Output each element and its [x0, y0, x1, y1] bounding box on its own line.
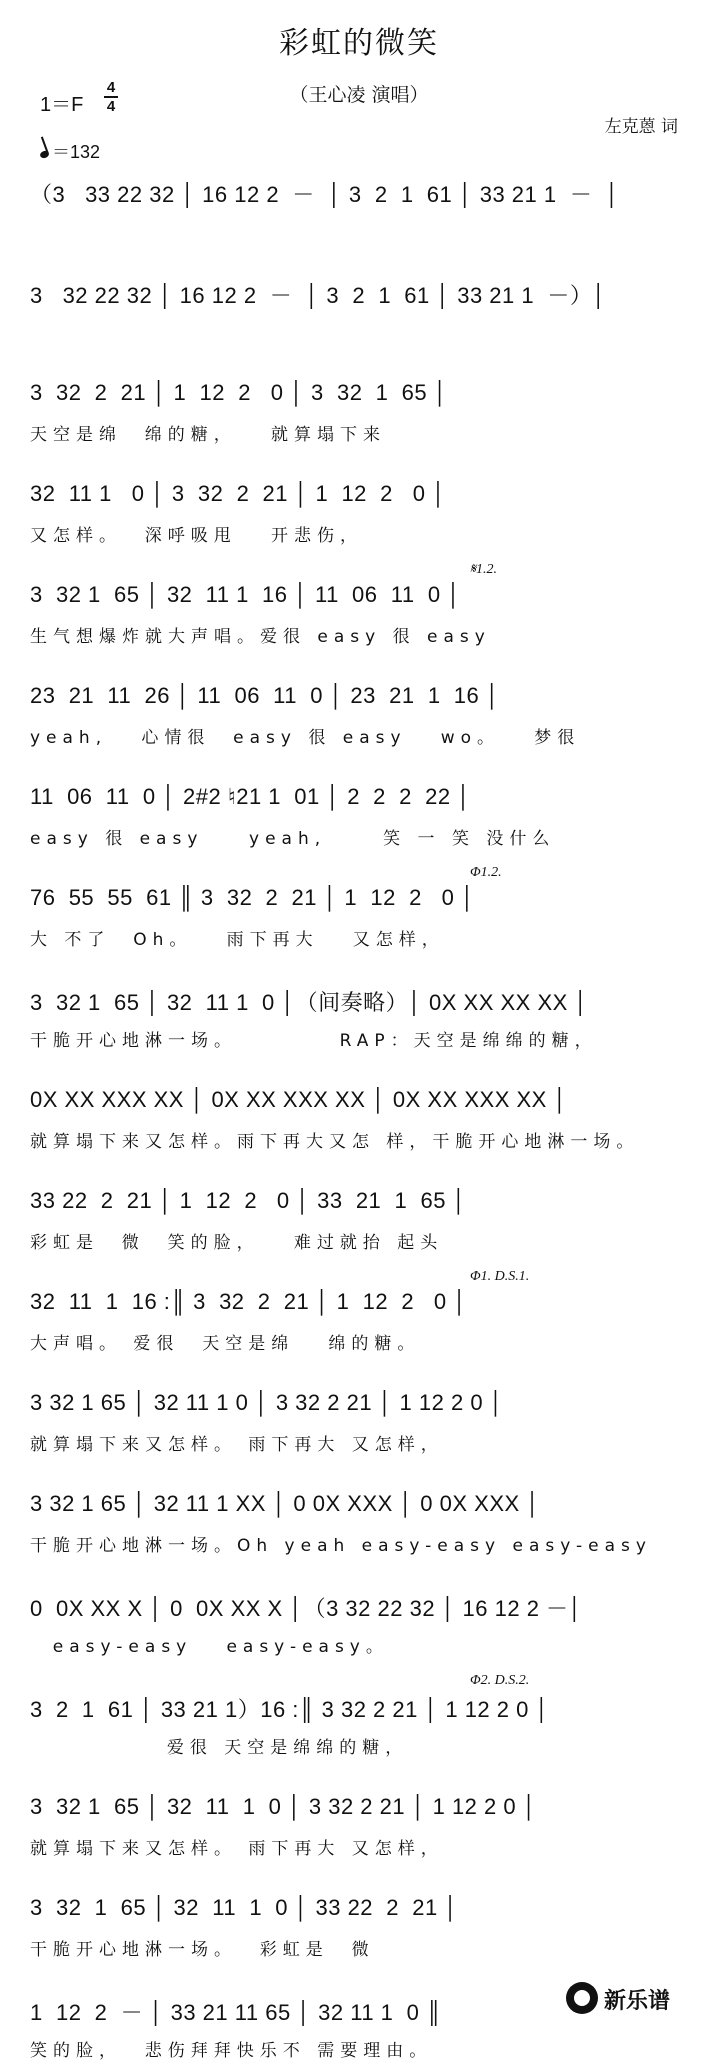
lyrics-line: easy 很 easy yeah, 笑 一 笑 没什么	[30, 829, 556, 848]
score-system	[30, 1592, 690, 1662]
lyrics-line: 笑的脸， 悲伤拜拜快乐不 需要理由。	[30, 2041, 433, 2060]
score-system	[30, 279, 690, 349]
notation-line: （3 33 22 32 │ 16 12 2 － │ 3 2 1 61 │ 33 21 1 － │	[30, 182, 620, 207]
notation-line: 11 06 11 0 │ 2#2 ♮21 1 01 │ 2 2 2 22 │	[30, 784, 472, 809]
lyrics-line: easy-easy easy-easy。	[30, 1637, 389, 1656]
lyrics-line	[30, 319, 690, 343]
repeat-mark: Φ2. D.S.2.	[470, 1673, 530, 1688]
score-system	[30, 986, 690, 1056]
lyrics-line	[30, 218, 690, 242]
notation-line: 3 32 1 65 │ 32 11 1 0 │ 33 22 2 21 │	[30, 1895, 459, 1920]
key-signature: 1＝F	[40, 94, 84, 116]
notation-line: 23 21 11 26 │ 11 06 11 0 │ 23 21 1 16 │	[30, 683, 501, 708]
notation-line: 1 12 2 － │ 33 21 11 65 │ 32 11 1 0 ║	[30, 2000, 443, 2025]
notation-line: 3 2 1 61 │ 33 21 1）16 :║ 3 32 2 21 │ 1 12 2 0 │	[30, 1697, 550, 1722]
lyrics-line: 就算塌下来又怎样。 雨下再大 又怎样，	[30, 1435, 444, 1454]
notation-line: 3 32 1 65 │ 32 11 1 0 │ 3 32 2 21 │ 1 12 2 0 │	[30, 1794, 537, 1819]
score-system	[30, 1390, 690, 1460]
repeat-mark: Φ1.2.	[470, 865, 502, 880]
score-system	[30, 1794, 690, 1864]
lyrics-line: 爱很 天空是绵绵的糖，	[30, 1738, 409, 1757]
time-signature-bottom: 4	[106, 98, 116, 115]
logo-text: 新乐谱	[604, 1989, 671, 2014]
tempo-value: ＝132	[52, 142, 101, 162]
score-system	[30, 1087, 690, 1157]
time-signature	[104, 80, 118, 114]
lyrics-line: 大声唱。 爱很 天空是绵 绵的糖。	[30, 1334, 421, 1353]
lyrics-line: 就算塌下来又怎样。雨下再大又怎 样，干脆开心地淋一场。	[30, 1132, 640, 1151]
notation-line: 0 0X XX X │ 0 0X XX X │（3 32 22 32 │ 16 12 2 －│	[30, 1596, 583, 1621]
notation-line: 3 32 22 32 │ 16 12 2 － │ 3 2 1 61 │ 33 21 1 －）│	[30, 283, 607, 308]
lyrics-line: yeah, 心情很 easy 很 easy wo。 梦很	[30, 728, 581, 747]
lyrics-line: 生气想爆炸就大声唱。爱很 easy 很 easy	[30, 627, 491, 646]
notation-line: 32 11 1 16 :║ 3 32 2 21 │ 1 12 2 0 │	[30, 1289, 468, 1314]
notation-line: 3 32 1 65 │ 32 11 1 XX │ 0 0X XXX │ 0 0X XXX │	[30, 1491, 541, 1516]
notation-line: 76 55 55 61 ║ 3 32 2 21 │ 1 12 2 0 │	[30, 885, 476, 910]
lyrics-line: 干脆开心地淋一场。 彩虹是 微	[30, 1940, 375, 1959]
score-system	[30, 1269, 690, 1359]
score-system	[30, 481, 690, 551]
lyricist-credit: 左克蒽 词	[604, 117, 678, 137]
repeat-mark: Φ1. D.S.1.	[470, 1269, 530, 1284]
score-system	[30, 1673, 690, 1763]
score-system	[30, 865, 690, 955]
notation-line: 33 22 2 21 │ 1 12 2 0 │ 33 21 1 65 │	[30, 1188, 467, 1213]
score-system	[30, 1491, 690, 1561]
notation-line: 32 11 1 0 │ 3 32 2 21 │ 1 12 2 0 │	[30, 481, 447, 506]
record-disc-icon	[566, 1982, 598, 2014]
score-system	[30, 178, 690, 248]
score-system	[30, 784, 690, 854]
quarter-note-icon	[39, 150, 50, 160]
score-system	[30, 683, 690, 753]
repeat-mark: 𝄋1.2.	[470, 562, 498, 577]
lyrics-line: 干脆开心地淋一场。 RAP：天空是绵绵的糖，	[30, 1031, 598, 1050]
notation-line: 3 32 2 21 │ 1 12 2 0 │ 3 32 1 65 │	[30, 380, 448, 405]
lyrics-line: 干脆开心地淋一场。Oh yeah easy-easy easy-easy	[30, 1536, 652, 1555]
notation-line: 3 32 1 65 │ 32 11 1 0 │（间奏略）│ 0X XX XX XX │	[30, 990, 589, 1015]
lyrics-line: 就算塌下来又怎样。 雨下再大 又怎样，	[30, 1839, 444, 1858]
notation-line: 3 32 1 65 │ 32 11 1 16 │ 11 06 11 0 │	[30, 582, 462, 607]
tempo-marking	[40, 138, 100, 164]
lyrics-line: 又怎样。 深呼吸甩 开悲伤，	[30, 526, 364, 545]
lyrics-line: 彩虹是 微 笑的脸， 难过就抬 起头	[30, 1233, 444, 1252]
score-system	[30, 1895, 690, 1965]
page-title: 彩虹的微笑	[279, 26, 439, 61]
score-system	[30, 1188, 690, 1258]
lyrics-line: 大 不了 Oh。 雨下再大 又怎样，	[30, 930, 445, 949]
lyrics-line: 天空是绵 绵的糖， 就算塌下来	[30, 425, 387, 444]
time-signature-top: 4	[106, 79, 116, 96]
notation-line: 3 32 1 65 │ 32 11 1 0 │ 3 32 2 21 │ 1 12 2 0 │	[30, 1390, 504, 1415]
score-system	[30, 380, 690, 450]
performer-subtitle: （王心凌 演唱）	[289, 84, 429, 106]
score-system	[30, 562, 690, 652]
notation-line: 0X XX XXX XX │ 0X XX XXX XX │ 0X XX XXX XX │	[30, 1087, 568, 1112]
site-logo	[566, 1980, 716, 2016]
